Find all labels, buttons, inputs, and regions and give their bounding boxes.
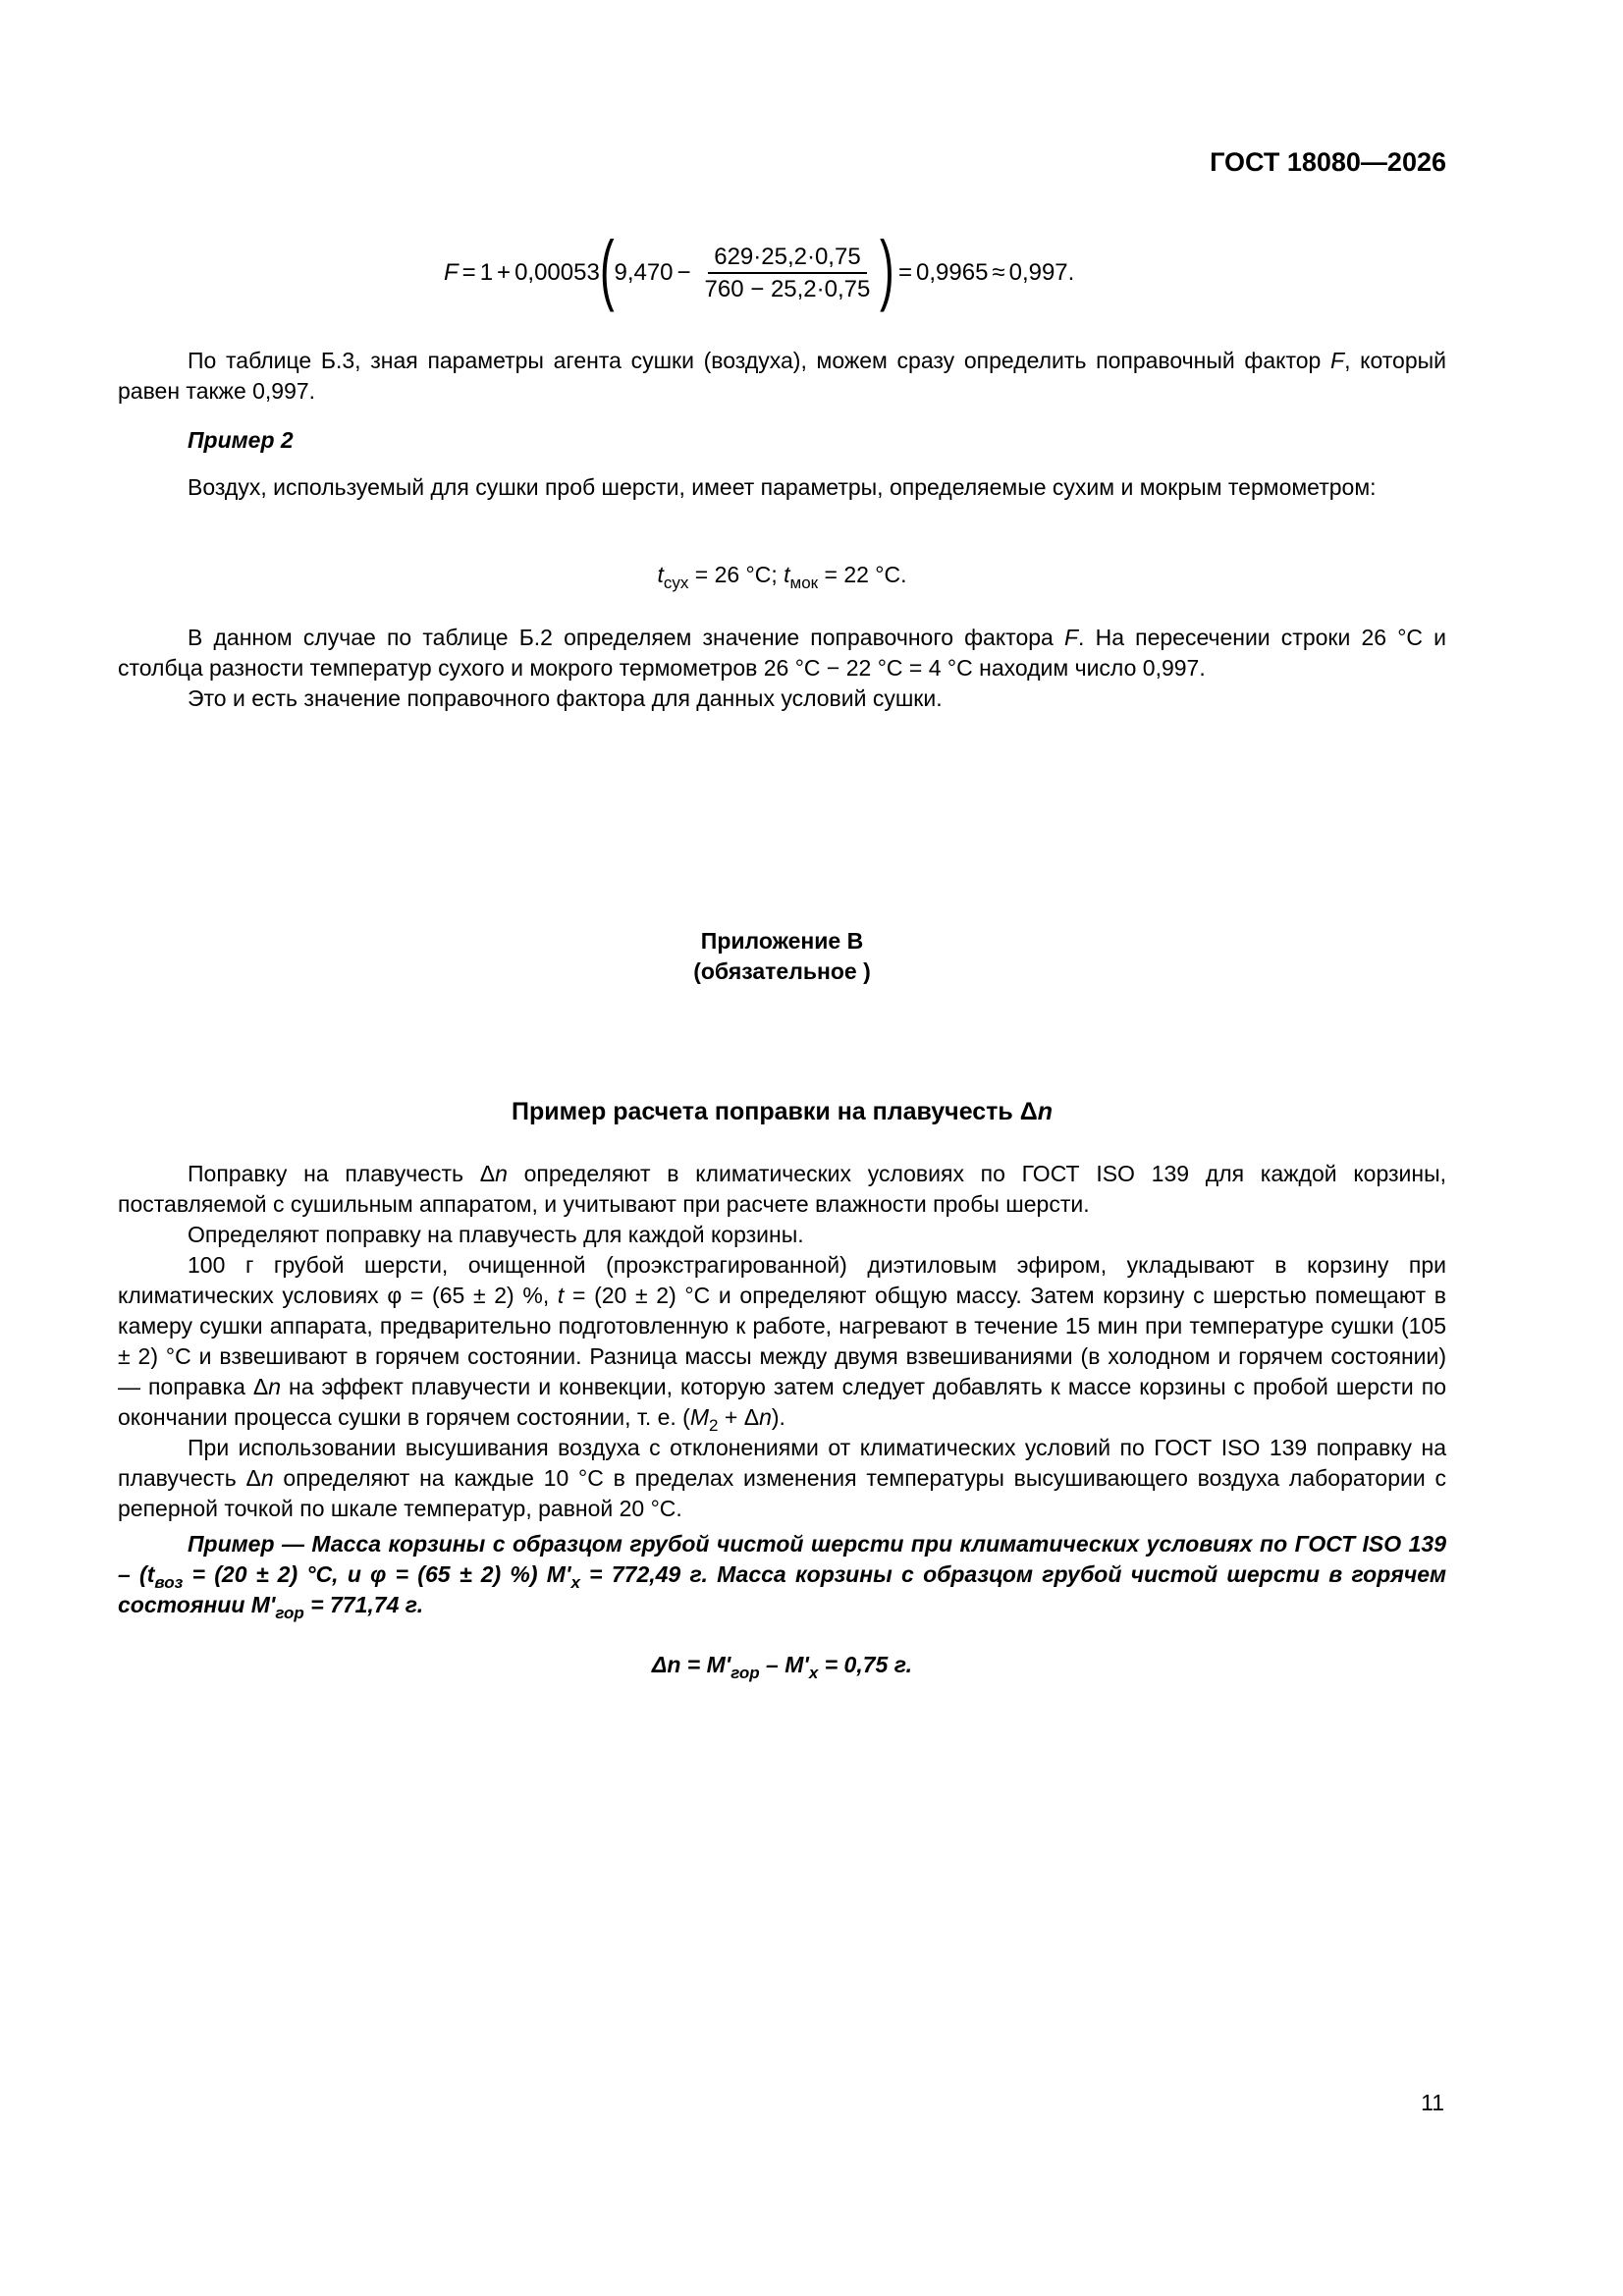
paragraph-buoyancy-each-basket: Определяют поправку на плавучесть для каждой корзины. <box>188 1222 804 1247</box>
section-heading <box>118 1097 1446 1127</box>
fraction-numerator: 629·25,2·0,75 <box>708 244 866 274</box>
section-title: Пример расчета поправки на плавучесть Δn <box>512 1098 1053 1125</box>
buoyancy-formula-block <box>118 1650 1446 1680</box>
example-2-heading-block <box>118 425 1446 456</box>
example-2-heading: Пример 2 <box>188 427 294 453</box>
paragraph-table-b3: По таблице Б.3, зная параметры агента сушки (воздуха), можем сразу определить поправочный фактор F, который равен также 0,997. <box>118 348 1447 404</box>
formula-variable-f: F <box>444 259 459 286</box>
formula-result: 0,9965 <box>916 259 989 286</box>
page-number: 11 <box>1421 2090 1444 2115</box>
appendix-title: Приложение В <box>700 928 864 954</box>
formula-fraction <box>699 244 877 303</box>
formula-coefficient: 0,00053 <box>514 259 600 286</box>
paragraph-procedure: 100 г грубой шерсти, очищенной (проэкстрагированной) диэтиловым эфиром, укладывают в корзину при климатических условиях φ = (65 ± 2) %, t = (20 ± 2) °C и определяют общую массу. Затем корзину с шерстью помещают в камеру сушки аппарата, предварительно подготовленную к работе, нагревают в течение 15 мин при температуре сушки (105 ± 2) °C и взвешивают в горячем состоянии. Разница массы между двумя взвешиваниями (в холодном и горячем состоянии) — поправка Δn на эффект плавучести и конвекции, которую затем следует добавлять к массе корзины с пробой шерсти по окончании процесса сушки в горячем состоянии, т. е. $(M_2 + \Delta n)$. <box>118 1252 1446 1435</box>
body-block-3 <box>118 623 1446 714</box>
body-block-2 <box>118 472 1446 503</box>
appendix-subtitle: (обязательное ) <box>693 958 871 984</box>
example-mass-text: Пример — Масса корзины с образцом грубой чистой шерсти при климатических условиях по ГОСТ ISO $139 - (t_{воз} = (20 \pm 2)$ °C, и φ = (65 ± 2) %) $M'_x = 772,49$ г. Масса корзины с образцом грубой чистой шерсти в горячем состоянии $M'_{гор} = 771,74$ г. <box>118 1531 1447 1622</box>
example-block <box>118 1529 1446 1620</box>
paragraph-factor-value: Это и есть значение поправочного фактора для данных условий сушки. <box>188 685 943 711</box>
paragraph-deviation: При использовании высушивания воздуха с отклонениями от климатических условий по ГОСТ ISO 139 поправку на плавучесть Δn определяют на каждые 10 °C в пределах изменения температуры высушивающего воздуха лаборатории с реперной точкой по шкале температур, равной 20 °C. <box>118 1435 1446 1521</box>
fraction-denominator: 760 − 25,2·0,75 <box>704 275 871 302</box>
buoyancy-formula: $\Delta n = M'_{гор} - M'_x = 0,75$ г. <box>651 1652 913 1682</box>
temperature-formula-block <box>118 560 1446 590</box>
formula-inner-left: 9,470 <box>614 259 674 286</box>
paragraph-buoyancy-intro: Поправку на плавучесть Δn определяют в климатических условиях по ГОСТ ISO 139 для каждой корзины, поставляемой с сушильным аппаратом, и учитывают при расчете влажности пробы шерсти. <box>118 1161 1446 1217</box>
body-block-4 <box>118 1159 1446 1524</box>
paragraph-table-b2: В данном случае по таблице Б.2 определяем значение поправочного фактора F. На пересечении строки 26 °C и столбца разности температур сухого и мокрого термометров 26 °C − 22 °C = 4 °C находим число 0,997. <box>118 625 1447 681</box>
appendix-heading <box>118 926 1446 987</box>
formula-approx: 0,997. <box>1008 259 1075 286</box>
formula-one: 1 <box>479 259 494 286</box>
document-id-header: ГОСТ 18080—2026 <box>1210 147 1446 177</box>
body-block-1 <box>118 346 1446 407</box>
correction-factor-formula: F = 1 + 0,00053 ( 9,470 − $\frac{629\cdot 25,2\cdot 0,75}{760 - 25,2\cdot 0,75}$ ) = 0,9965 ≈ 0,997. <box>444 225 1075 312</box>
paragraph-air-params: Воздух, используемый для сушки проб шерсти, имеет параметры, определяемые сухим и мокрым термометром: <box>188 474 1377 500</box>
temperature-formula: $t_{сух} = 26$ °C; $t_{мок} = 22$ °C. <box>657 562 907 592</box>
